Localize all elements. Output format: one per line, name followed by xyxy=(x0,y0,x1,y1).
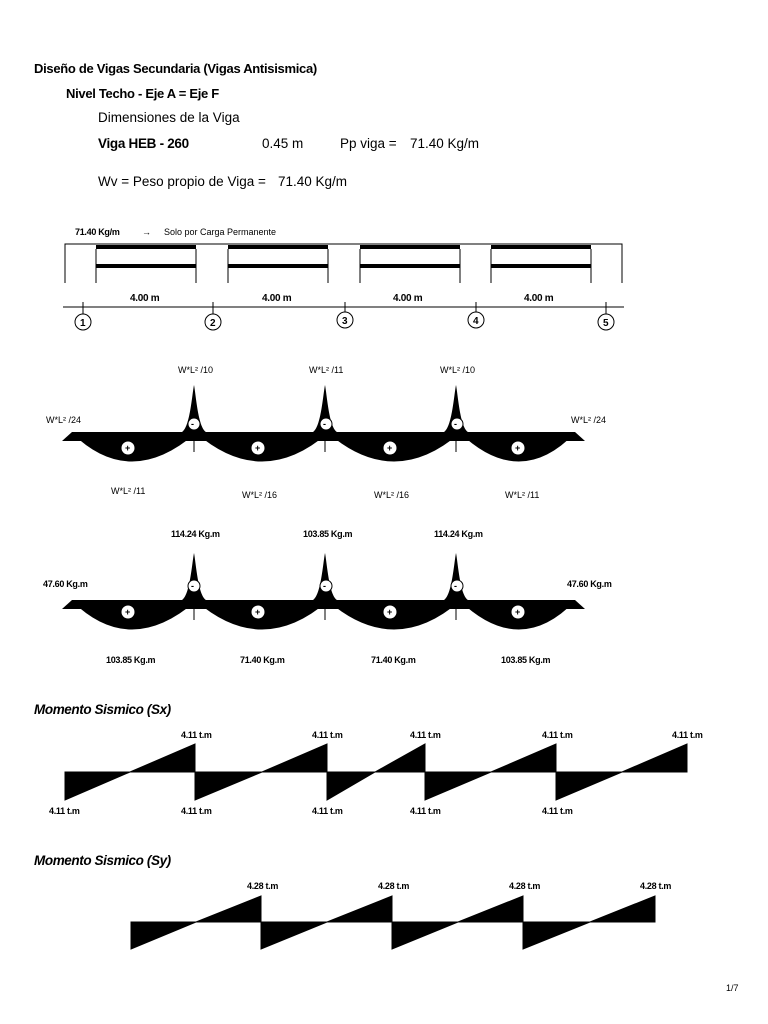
neg-sign: - xyxy=(191,419,194,429)
pos-sign: + xyxy=(387,607,392,617)
neg-sign: - xyxy=(323,419,326,429)
sy-top-label: 4.28 t.m xyxy=(509,881,541,891)
pos-sign: + xyxy=(255,607,260,617)
sy-top-label: 4.28 t.m xyxy=(640,881,672,891)
beam-name: Viga HEB - 260 xyxy=(98,136,189,151)
load-bar-4 xyxy=(491,245,591,283)
seismic-y-shape xyxy=(131,896,655,949)
seismic-x-shape xyxy=(65,744,687,800)
seismic-y-diagram xyxy=(0,872,768,962)
load-bar-1 xyxy=(96,245,196,283)
seismic-x-diagram xyxy=(0,720,768,825)
sx-bottom-label: 4.11 t.m xyxy=(181,806,212,816)
arrow-icon: → xyxy=(142,227,151,237)
wv-label: Wv = Peso propio de Viga = xyxy=(98,174,266,189)
load-bar-3 xyxy=(360,245,460,283)
pos-sign: + xyxy=(515,443,520,453)
axis-label: 1 xyxy=(80,318,86,329)
load-bar-2 xyxy=(228,245,328,283)
page-number: 1/7 xyxy=(726,983,739,993)
coef-top-label: W*L² /10 xyxy=(178,365,214,375)
neg-sign: - xyxy=(191,581,194,591)
pos-sign: + xyxy=(387,443,392,453)
axis-label: 2 xyxy=(210,318,216,329)
sy-top-label: 4.28 t.m xyxy=(247,881,279,891)
sx-bottom-label: 4.11 t.m xyxy=(49,806,80,816)
moment-top-label: 114.24 Kg.m xyxy=(434,529,483,539)
moment-bottom-label: 103.85 Kg.m xyxy=(501,655,551,665)
sx-bottom-label: 4.11 t.m xyxy=(312,806,343,816)
coefficient-diagram xyxy=(0,355,768,515)
pos-sign: + xyxy=(125,443,130,453)
moment-end-right: 47.60 Kg.m xyxy=(567,579,612,589)
moment-bottom-label: 71.40 Kg.m xyxy=(371,655,416,665)
load-diagram xyxy=(0,215,768,335)
pp-value: 71.40 Kg/m xyxy=(410,136,480,151)
moment-top-label: 114.24 Kg.m xyxy=(171,529,220,539)
load-note: Solo por Carga Permanente xyxy=(164,227,277,237)
seismic-y-title: Momento Sismico (Sy) xyxy=(34,853,171,868)
load-label: 71.40 Kg/m xyxy=(75,227,120,237)
sx-top-label: 4.11 t.m xyxy=(672,730,703,740)
sy-top-label: 4.28 t.m xyxy=(378,881,410,891)
axis-label: 5 xyxy=(603,318,609,329)
moment-bottom-label: 71.40 Kg.m xyxy=(240,655,285,665)
axis-label: 4 xyxy=(473,316,479,327)
sx-bottom-label: 4.11 t.m xyxy=(542,806,573,816)
axis-label: 3 xyxy=(342,316,348,327)
pp-label: Pp viga = xyxy=(340,136,397,151)
span-label: 4.00 m xyxy=(393,293,423,304)
span-label: 4.00 m xyxy=(524,293,554,304)
coef-top-label: W*L² /10 xyxy=(440,365,476,375)
load-bars xyxy=(96,245,591,283)
coef-bottom-label: W*L² /16 xyxy=(242,490,278,500)
sx-top-label: 4.11 t.m xyxy=(312,730,343,740)
moment-end-left: 47.60 Kg.m xyxy=(43,579,88,589)
moment-diagram xyxy=(0,520,768,675)
sx-top-label: 4.11 t.m xyxy=(542,730,573,740)
coef-end-right: W*L² /24 xyxy=(571,415,607,425)
load-frame xyxy=(65,244,622,283)
neg-sign: - xyxy=(323,581,326,591)
moment-bottom-label: 103.85 Kg.m xyxy=(106,655,156,665)
dimensions-label: Dimensiones de la Viga xyxy=(98,110,240,125)
coef-bottom-label: W*L² /16 xyxy=(374,490,410,500)
pos-sign: + xyxy=(125,607,130,617)
beam-dimension: 0.45 m xyxy=(262,136,304,151)
coef-bottom-label: W*L² /11 xyxy=(505,490,540,500)
sx-top-label: 4.11 t.m xyxy=(410,730,441,740)
neg-sign: - xyxy=(454,581,457,591)
coef-end-left: W*L² /24 xyxy=(46,415,82,425)
pos-sign: + xyxy=(515,607,520,617)
coef-bottom-label: W*L² /11 xyxy=(111,486,146,496)
page-subtitle: Nivel Techo - Eje A = Eje F xyxy=(66,86,219,101)
seismic-x-title: Momento Sismico (Sx) xyxy=(34,702,171,717)
neg-sign: - xyxy=(454,419,457,429)
span-label: 4.00 m xyxy=(130,293,160,304)
sx-top-label: 4.11 t.m xyxy=(181,730,212,740)
span-label: 4.00 m xyxy=(262,293,292,304)
pos-sign: + xyxy=(255,443,260,453)
coef-top-label: W*L² /11 xyxy=(309,365,344,375)
wv-value: 71.40 Kg/m xyxy=(278,174,348,189)
moment-top-label: 103.85 Kg.m xyxy=(303,529,353,539)
sx-bottom-label: 4.11 t.m xyxy=(410,806,441,816)
page-title: Diseño de Vigas Secundaria (Vigas Antisismica) xyxy=(34,61,317,76)
